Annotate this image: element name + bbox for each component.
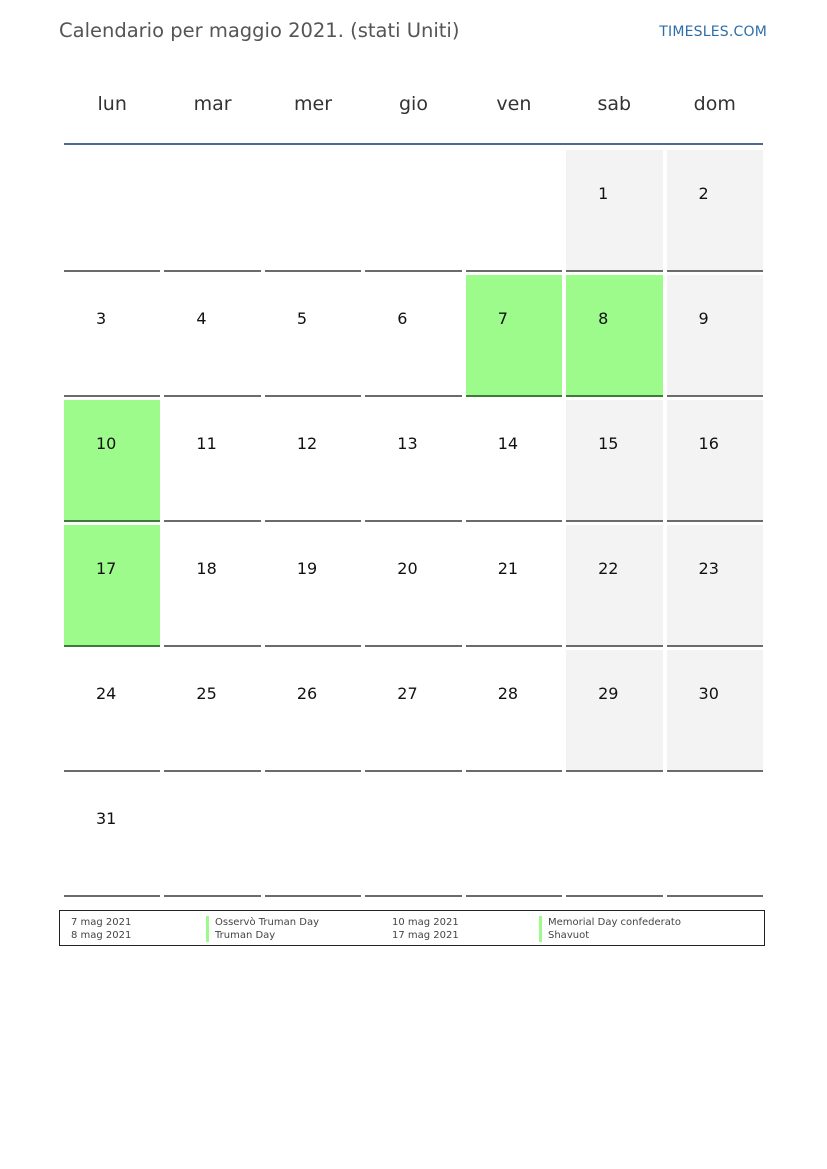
day-number: 8 (598, 309, 609, 328)
day-cell-2[interactable] (667, 150, 763, 272)
day-number: 4 (196, 309, 207, 328)
day-number: 28 (497, 684, 519, 703)
day-cell-4[interactable] (164, 275, 260, 397)
day-cell-15[interactable] (566, 400, 662, 522)
day-cell-27[interactable] (365, 650, 461, 772)
day-number: 3 (96, 309, 107, 328)
day-cell-empty (164, 150, 260, 272)
day-number: 26 (296, 684, 318, 703)
day-number: 20 (397, 559, 418, 578)
day-cell-21[interactable] (466, 525, 562, 647)
day-number: 21 (497, 559, 519, 578)
day-cell-17[interactable] (64, 525, 160, 647)
day-number: 12 (296, 434, 318, 453)
legend-holiday-name: Truman Day (206, 929, 319, 942)
day-number: 5 (296, 309, 308, 328)
weekday-sat: sab (597, 93, 632, 115)
day-number: 30 (698, 684, 719, 703)
day-cell-16[interactable] (667, 400, 763, 522)
day-cell-10[interactable] (64, 400, 160, 522)
week-row (62, 775, 765, 900)
weekday-mon: lun (97, 93, 127, 115)
legend-date: 7 mag 2021 (71, 917, 132, 928)
day-cell-31[interactable] (64, 775, 160, 897)
day-cell-18[interactable] (164, 525, 260, 647)
day-cell-30[interactable] (667, 650, 763, 772)
day-number: 23 (698, 559, 719, 578)
page-title: Calendario per maggio 2021. (stati Uniti) (59, 19, 460, 42)
day-cell-6[interactable] (365, 275, 461, 397)
day-number: 29 (598, 684, 619, 703)
day-cell-23[interactable] (667, 525, 763, 647)
day-number: 10 (96, 434, 117, 453)
day-cell-29[interactable] (566, 650, 662, 772)
day-cell-14[interactable] (466, 400, 562, 522)
day-cell-12[interactable] (265, 400, 361, 522)
legend-dates-col-2 (392, 916, 459, 942)
legend-names-col-1 (206, 916, 319, 942)
day-cell-empty (164, 775, 260, 897)
day-cell-28[interactable] (466, 650, 562, 772)
week-row (62, 150, 765, 275)
legend-holiday-name: Memorial Day confederato (539, 916, 681, 929)
day-number: 6 (397, 309, 408, 328)
day-number: 15 (598, 434, 619, 453)
header-divider (64, 143, 763, 145)
day-cell-empty (667, 775, 763, 897)
day-number: 9 (698, 309, 709, 328)
day-number: 24 (96, 684, 117, 703)
legend-date: 8 mag 2021 (71, 930, 132, 941)
weekday-fri: ven (496, 93, 532, 115)
week-row (62, 650, 765, 775)
day-number: 2 (698, 184, 709, 203)
day-cell-20[interactable] (365, 525, 461, 647)
day-cell-1[interactable] (566, 150, 662, 272)
legend-dates-col-1 (71, 916, 131, 942)
day-cell-5[interactable] (265, 275, 361, 397)
day-number: 31 (96, 809, 117, 828)
day-cell-13[interactable] (365, 400, 461, 522)
holiday-legend (59, 910, 765, 946)
day-cell-19[interactable] (265, 525, 361, 647)
legend-date: 17 mag 2021 (392, 930, 459, 941)
day-number: 22 (598, 559, 619, 578)
weekday-header (62, 60, 765, 143)
calendar (62, 60, 765, 900)
day-cell-empty (566, 775, 662, 897)
day-cell-empty (466, 150, 562, 272)
day-cell-empty (466, 775, 562, 897)
day-cell-24[interactable] (64, 650, 160, 772)
day-number: 27 (397, 684, 418, 703)
day-cell-22[interactable] (566, 525, 662, 647)
legend-holiday-name: Osservò Truman Day (206, 916, 319, 929)
day-number: 13 (397, 434, 418, 453)
day-cell-26[interactable] (265, 650, 361, 772)
legend-date: 10 mag 2021 (392, 917, 459, 928)
day-cell-empty (365, 150, 461, 272)
day-number: 18 (196, 559, 217, 578)
brand-link[interactable]: TIMESLES.COM (659, 24, 767, 40)
day-number: 7 (497, 309, 508, 328)
day-number: 17 (96, 559, 117, 578)
day-cell-empty (64, 150, 160, 272)
day-cell-3[interactable] (64, 275, 160, 397)
week-row (62, 400, 765, 525)
day-cell-11[interactable] (164, 400, 260, 522)
legend-holiday-name: Shavuot (539, 929, 681, 942)
day-number: 16 (698, 434, 719, 453)
calendar-grid (62, 150, 765, 900)
weekday-tue: mar (193, 93, 232, 115)
day-cell-8[interactable] (566, 275, 662, 397)
day-number: 11 (196, 434, 217, 453)
day-cell-empty (265, 150, 361, 272)
legend-names-col-2 (539, 916, 681, 942)
day-number: 1 (598, 184, 609, 203)
weekday-sun: dom (693, 93, 736, 115)
week-row (62, 275, 765, 400)
weekday-wed: mer (294, 93, 333, 115)
week-row (62, 525, 765, 650)
day-number: 25 (196, 684, 217, 703)
day-number: 14 (497, 434, 519, 453)
day-cell-empty (365, 775, 461, 897)
day-cell-9[interactable] (667, 275, 763, 397)
day-number: 19 (296, 559, 318, 578)
day-cell-empty (265, 775, 361, 897)
day-cell-25[interactable] (164, 650, 260, 772)
weekday-thu: gio (398, 93, 428, 115)
day-cell-7[interactable] (466, 275, 562, 397)
